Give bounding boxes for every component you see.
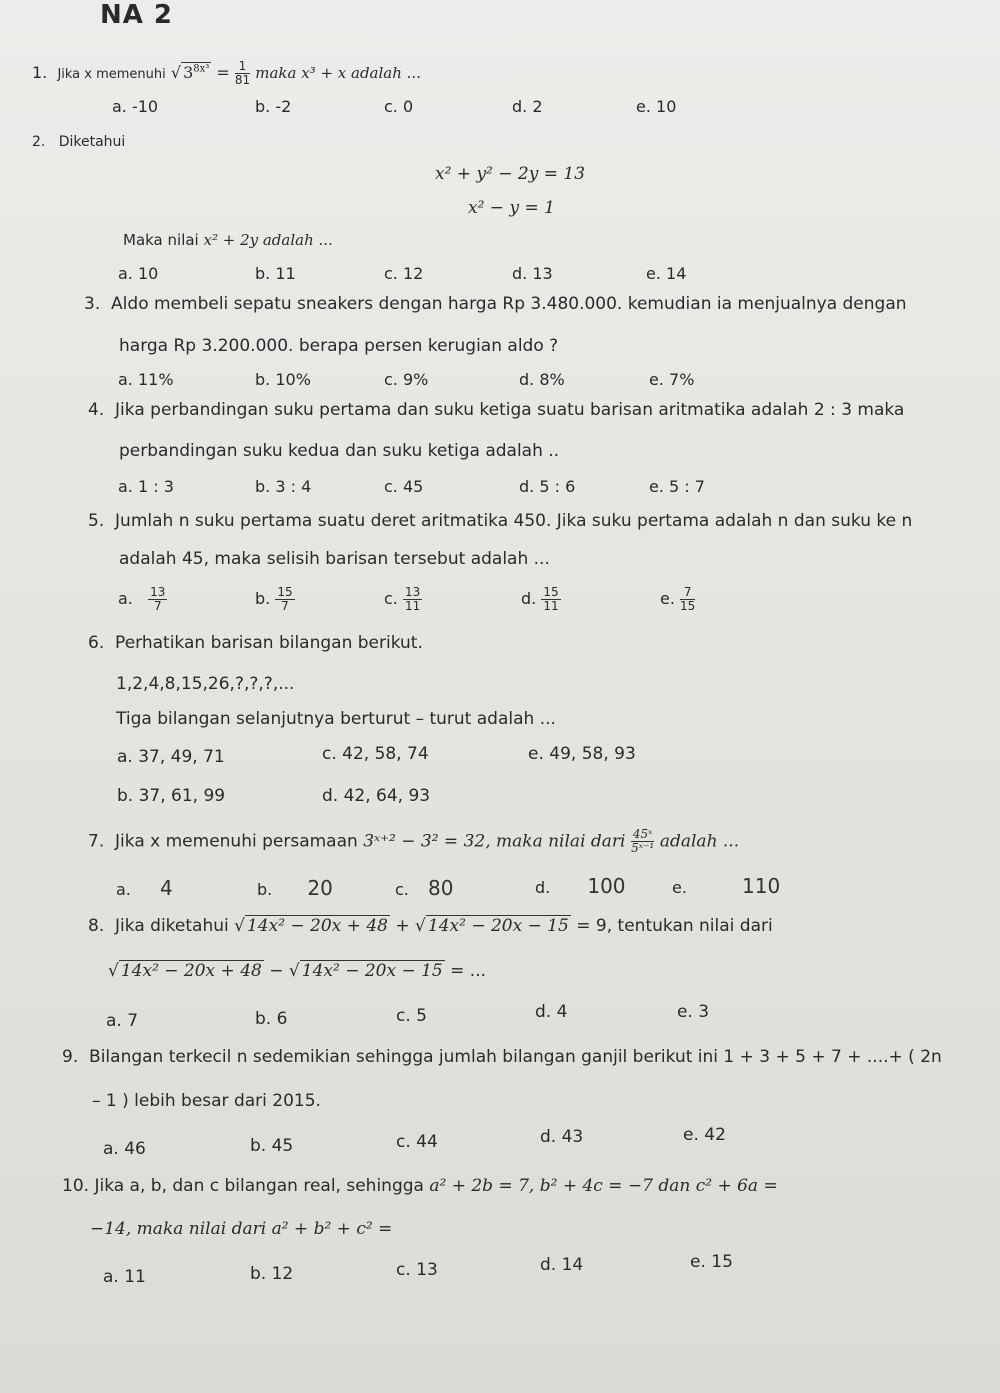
q10-option-a[interactable]: a. 11 (103, 1267, 146, 1287)
question-number: 9. (62, 1047, 79, 1067)
q8-option-d[interactable]: d. 4 (535, 1002, 568, 1022)
question-text: Jika x memenuhi (57, 67, 166, 82)
question-2 (32, 134, 125, 150)
question-9 (62, 1047, 942, 1067)
q8-option-a[interactable]: a. 7 (106, 1011, 139, 1031)
fraction-denominator: 5ˣ⁻¹ (631, 841, 655, 855)
q5-text-line-2: adalah 45, maka selisih barisan tersebut adalah ... (119, 549, 550, 569)
fraction-numerator: 15 (277, 585, 293, 599)
q7-option-e[interactable] (672, 874, 780, 898)
q2-equation-1: x² + y² − 2y = 13 (435, 164, 586, 184)
option-label: e. (672, 878, 687, 897)
question-1 (32, 60, 421, 87)
q9-option-c[interactable]: c. 44 (396, 1132, 438, 1152)
q3-option-e[interactable]: e. 7% (649, 370, 695, 389)
option-label: c. (384, 589, 398, 608)
page-title: NA 2 (100, 0, 174, 30)
option-label: b. (255, 589, 271, 608)
q7-option-b[interactable] (257, 876, 333, 900)
q1-option-d[interactable]: d. 2 (512, 97, 543, 116)
option-label: d. (521, 589, 537, 608)
q9-text-line-2: – 1 ) lebih besar dari 2015. (92, 1091, 321, 1111)
option-label: a. (118, 589, 133, 608)
handwritten-answer: 4 (159, 876, 173, 900)
handwritten-answer: 80 (427, 876, 454, 900)
q5-option-c[interactable] (384, 586, 422, 613)
q1-option-c[interactable]: c. 0 (384, 97, 414, 116)
radical: √ 14x² − 20x − 15 (288, 961, 443, 981)
fraction-numerator: 1 (235, 60, 250, 74)
ask-expression: x² + 2y adalah ... (203, 231, 333, 249)
q9-option-d[interactable]: d. 43 (540, 1127, 584, 1147)
q7-option-d[interactable] (535, 874, 626, 898)
q3-text-line-2: harga Rp 3.200.000. berapa persen kerugian aldo ? (119, 336, 559, 356)
handwritten-answer: 100 (587, 874, 626, 898)
radical: √ 14x² − 20x − 15 (415, 916, 569, 936)
question-number: 1. (32, 63, 48, 82)
q4-option-c[interactable]: c. 45 (384, 477, 424, 496)
option-label: c. (395, 880, 409, 899)
q3-option-a[interactable]: a. 11% (118, 370, 174, 389)
sqrt-base: 3 (183, 63, 194, 82)
q4-option-a[interactable]: a. 1 : 3 (118, 477, 174, 496)
q4-option-e[interactable]: e. 5 : 7 (649, 477, 705, 496)
fraction-numerator: 13 (150, 585, 166, 599)
q2-ask (123, 231, 333, 249)
q10-option-b[interactable]: b. 12 (250, 1264, 294, 1284)
fraction-denominator: 7 (153, 599, 162, 613)
option-fraction (680, 586, 695, 613)
q6-option-c[interactable]: c. 42, 58, 74 (322, 744, 429, 764)
q9-option-a[interactable]: a. 46 (103, 1139, 146, 1159)
fraction-denominator: 11 (543, 599, 559, 613)
q6-option-b[interactable]: b. 37, 61, 99 (117, 786, 226, 806)
question-number: 10. (62, 1176, 90, 1196)
q10-text-line-2: −14, maka nilai dari a² + b² + c² = (90, 1219, 393, 1239)
question-number: 2. (32, 134, 46, 150)
question-text-tail: adalah ... (659, 831, 740, 852)
radicand: 14x² − 20x − 15 (301, 961, 443, 981)
option-label: b. (257, 880, 273, 899)
q8-option-c[interactable]: c. 5 (396, 1006, 427, 1026)
fraction-denominator: 11 (404, 599, 421, 613)
option-fraction (541, 586, 560, 613)
q3-option-b[interactable]: b. 10% (255, 370, 311, 389)
equals-sign: = (216, 63, 230, 82)
question-10 (62, 1176, 778, 1196)
question-number: 4. (88, 400, 105, 420)
question-text: Jika diketahui (115, 916, 229, 936)
q1-option-a[interactable]: a. -10 (112, 97, 159, 116)
q1-option-e[interactable]: e. 10 (636, 97, 677, 116)
expression-tail: = ... (450, 961, 487, 981)
q7-option-a[interactable] (116, 876, 173, 900)
question-number: 8. (88, 916, 105, 936)
q7-option-c[interactable] (395, 876, 453, 900)
q5-option-a[interactable] (118, 586, 167, 613)
question-5 (88, 511, 912, 531)
q2-option-a[interactable]: a. 10 (118, 264, 159, 283)
fraction-numerator: 7 (680, 586, 695, 600)
q6-text-line-3: Tiga bilangan selanjutnya berturut – turut adalah ... (116, 709, 556, 729)
q6-option-d[interactable]: d. 42, 64, 93 (322, 786, 431, 806)
question-text: Perhatikan barisan bilangan berikut. (115, 633, 423, 653)
radical: √ $3^{8x^3}$ (170, 63, 210, 82)
option-label: d. (535, 878, 551, 897)
q9-option-e[interactable]: e. 42 (683, 1125, 726, 1145)
q5-option-b[interactable] (255, 586, 295, 613)
radical: √ 14x² − 20x + 48 (108, 961, 262, 981)
plus-sign: + (395, 916, 410, 936)
radicand: 14x² − 20x + 48 (246, 916, 388, 936)
q10-option-e[interactable]: e. 15 (690, 1252, 733, 1272)
q2-option-e[interactable]: e. 14 (646, 264, 687, 283)
minus-sign: − (269, 961, 284, 981)
fraction (235, 60, 250, 87)
question-intro: Diketahui (58, 134, 126, 150)
question-number: 3. (84, 294, 101, 314)
q3-option-c[interactable]: c. 9% (384, 370, 429, 389)
q2-option-b[interactable]: b. 11 (255, 264, 296, 283)
q6-option-e[interactable]: e. 49, 58, 93 (528, 744, 636, 764)
handwritten-answer: 20 (307, 876, 333, 900)
q2-option-c[interactable]: c. 12 (384, 264, 424, 283)
q4-option-d[interactable]: d. 5 : 6 (519, 477, 576, 496)
fraction-numerator: 45ˣ (632, 827, 653, 841)
question-number: 6. (88, 633, 105, 653)
radicand: 14x² − 20x + 48 (120, 961, 262, 981)
question-text: Jika perbandingan suku pertama dan suku ketiga suatu barisan aritmatika adalah 2 : 3 maka (115, 400, 905, 420)
sqrt-exponent: 8x³ (193, 63, 210, 75)
q9-option-b[interactable]: b. 45 (250, 1136, 294, 1156)
q6-sequence: 1,2,4,8,15,26,?,?,?,... (116, 674, 295, 694)
q6-option-a[interactable]: a. 37, 49, 71 (117, 747, 225, 767)
question-text-tail: maka x³ + x adalah ... (255, 64, 421, 82)
fraction-denominator: 15 (680, 599, 696, 613)
q2-option-d[interactable]: d. 13 (512, 264, 553, 283)
fraction (631, 828, 655, 855)
question-text: Jika x memenuhi persamaan (115, 831, 358, 852)
equation: 3ˣ⁺² − 3² = 32, maka nilai dari (363, 831, 626, 852)
handwritten-answer: 110 (742, 874, 781, 898)
q10-option-c[interactable]: c. 13 (396, 1260, 438, 1280)
q2-equation-2: x² − y = 1 (468, 198, 555, 218)
question-text: Jika a, b, dan c bilangan real, sehingga (94, 1176, 424, 1196)
option-fraction (148, 586, 167, 613)
q4-text-line-2: perbandingan suku kedua dan suku ketiga adalah .. (119, 441, 560, 461)
q10-option-d[interactable]: d. 14 (540, 1255, 584, 1275)
equation: a² + 2b = 7, b² + 4c = −7 dan c² + 6a = (429, 1176, 778, 1196)
ask-text: Maka nilai (123, 231, 199, 249)
q8-option-b[interactable]: b. 6 (255, 1009, 288, 1029)
question-text: Jumlah n suku pertama suatu deret aritmatika 450. Jika suku pertama adalah n dan suku ke n (115, 511, 913, 531)
question-number: 5. (88, 511, 105, 531)
radical: √ 14x² − 20x + 48 (234, 916, 388, 936)
question-text: Aldo membeli sepatu sneakers dengan harga Rp 3.480.000. kemudian ia menjualnya dengan (111, 294, 907, 314)
option-label: a. (116, 880, 131, 899)
option-fraction (403, 586, 422, 613)
fraction-denominator: 7 (281, 599, 289, 613)
q1-option-b[interactable]: b. -2 (255, 97, 292, 116)
question-3 (84, 294, 907, 314)
fraction-denominator: 81 (234, 73, 251, 87)
question-8 (88, 916, 773, 936)
q5-option-d[interactable] (521, 586, 561, 613)
question-text: Bilangan terkecil n sedemikian sehingga jumlah bilangan ganjil berikut ini 1 + 3 + 5 + 7 + ....+ ( 2n (89, 1047, 942, 1067)
q5-option-e[interactable] (660, 586, 695, 613)
q3-option-d[interactable]: d. 8% (519, 370, 565, 389)
option-label: e. (660, 589, 675, 608)
fraction-numerator: 15 (543, 585, 559, 599)
question-number: 7. (88, 831, 105, 852)
question-4 (88, 400, 904, 420)
question-7 (88, 828, 739, 855)
q8-option-e[interactable]: e. 3 (677, 1002, 710, 1022)
radicand: 14x² − 20x − 15 (427, 916, 569, 936)
q8-expression (108, 961, 486, 981)
question-6 (88, 633, 423, 653)
question-text-tail: = 9, tentukan nilai dari (576, 916, 773, 936)
q4-option-b[interactable]: b. 3 : 4 (255, 477, 312, 496)
option-fraction (275, 586, 294, 613)
fraction-numerator: 13 (404, 585, 421, 599)
